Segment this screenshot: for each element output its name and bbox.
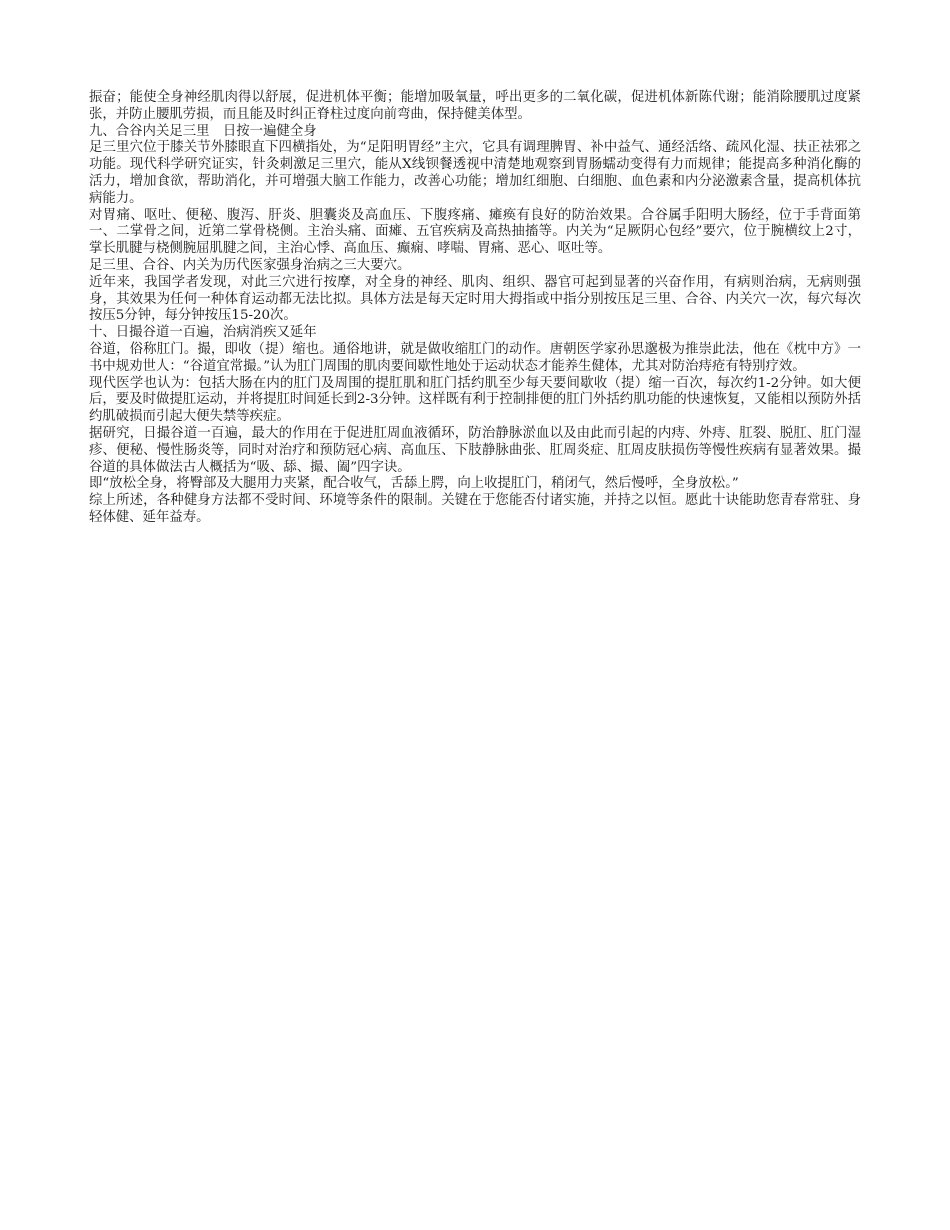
paragraph-gudao: 谷道，俗称肛门。撮，即收（提）缩也。通俗地讲，就是做收缩肛门的动作。唐朝医学家孙思邈极为推崇此法，他在《枕中方》一书中规劝世人：“谷道宜常撮。”认为肛门周围的肌肉要间歇性地处于运动状态才能养生健体，尤其对防治痔疮有特别疗效。: [89, 341, 861, 374]
paragraph-conclusion: 综上所述，各种健身方法都不受时间、环境等条件的限制。关键在于您能否付诸实施，并持之以恒。愿此十诀能助您青春常驻、身轻体健、延年益寿。: [89, 493, 861, 525]
paragraph-massage-method: 近年来，我国学者发现，对此三穴进行按摩，对全身的神经、肌肉、组织、器官可起到显著的兴奋作用，有病则治病，无病则强身，其效果为任何一种体育运动都无法比拟。具体方法是每天定时用大拇指或中指分别按压足三里、合谷、内关穴一次，每穴每次按压5分钟，每分钟按压15-20次。: [89, 274, 861, 324]
paragraph-modern-medicine: 现代医学也认为：包括大肠在内的肛门及周围的提肛肌和肛门括约肌至少每天要间歇收（提）缩一百次，每次约1-2分钟。如大便后，要及时做提肛运动，并将提肛时间延长到2-3分钟。这样既有利于控制排便的肛门外括约肌功能的快速恢复，又能相以预防外括约肌破损而引起大便失禁等疾症。: [89, 375, 861, 425]
paragraph-intro-continued: 振奋；能使全身神经肌肉得以舒展，促进机体平衡；能增加吸氧量，呼出更多的二氧化碳，促进机体新陈代谢；能消除腰肌过度紧张，并防止腰肌劳损，而且能及时纠正脊柱过度向前弯曲，保持健美体型。: [89, 90, 861, 122]
paragraph-research: 据研究，日撮谷道一百遍，最大的作用在于促进肛周血液循环，防治静脉淤血以及由此而引起的内痔、外痔、肛裂、脱肛、肛门湿疹、便秘、慢性肠炎等，同时对治疗和预防冠心病、高血压、下肢静脉曲张、肛周炎症、肛周皮肤损伤等慢性疾病有显著效果。撮谷道的具体做法古人概括为“吸、舔、撮、阖”四字诀。: [89, 425, 861, 475]
section-heading-nine: 九、合谷内关足三里 日按一遍健全身: [89, 123, 317, 139]
paragraph-method-quote: 即“放松全身，将臀部及大腿用力夹紧，配合收气，舌舔上腭，向上收提肛门，稍闭气，然后慢呼，全身放松。”: [89, 476, 739, 492]
paragraph-zusanli: 足三里穴位于膝关节外膝眼直下四横指处，为“足阳明胃经”主穴，它具有调理脾胃、补中益气、通经活络、疏风化湿、扶正祛邪之功能。现代科学研究证实，针灸刺激足三里穴，能从X线钡餐透视中清楚地观察到胃肠蠕动变得有力而规律；能提高多种消化酶的活力，增加食欲，帮助消化，并可增强大脑工作能力，改善心功能；增加红细胞、白细胞、血色素和内分泌激素含量，提高机体抗病能力。: [89, 140, 861, 206]
document-body: [89, 90, 861, 527]
section-heading-ten: 十、日撮谷道一百遍，治病消疾又延年: [89, 325, 317, 341]
paragraph-three-points: 足三里、合谷、内关为历代医家强身治病之三大要穴。: [89, 257, 411, 273]
paragraph-hegu-neiguan: 对胃痛、呕吐、便秘、腹泻、肝炎、胆囊炎及高血压、下腹疼痛、瘫痪有良好的防治效果。合谷属手阳明大肠经，位于手背面第一、二掌骨之间，近第二掌骨桡侧。主治头痛、面瘫、五官疾病及高热抽搐等。内关为“足厥阴心包经”要穴，位于腕横纹上2寸，掌长肌腱与桡侧腕屈肌腱之间，主治心悸、高血压、癫痫、哮喘、胃痛、恶心、呕吐等。: [89, 207, 861, 257]
